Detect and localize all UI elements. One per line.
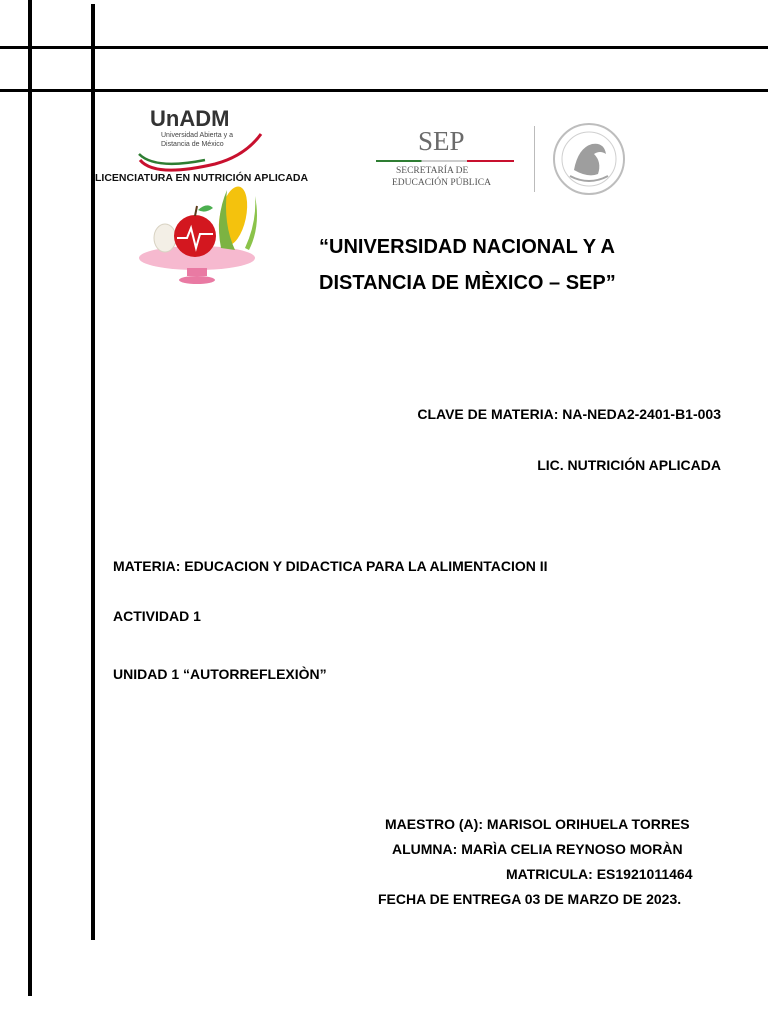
clave-materia: CLAVE DE MATERIA: NA-NEDA2-2401-B1-003: [417, 406, 721, 422]
horizontal-rule-top: [0, 46, 768, 49]
fecha-entrega: FECHA DE ENTREGA 03 DE MARZO DE 2023.: [378, 891, 682, 907]
unadm-subtitle-line2: Distancia de México: [161, 141, 224, 148]
sep-divider: [534, 126, 535, 192]
title-line2: DISTANCIA DE MÈXICO – SEP”: [319, 272, 616, 294]
horizontal-rule-second: [0, 89, 768, 92]
unadm-wordmark: UnADM: [150, 106, 230, 131]
unadm-program-label: LICENCIATURA EN NUTRICIÓN APLICADA: [95, 172, 309, 184]
sep-line1: SECRETARÍA DE: [396, 166, 469, 176]
sep-logo: [358, 120, 648, 200]
sep-wordmark: SEP: [418, 126, 465, 156]
alumna: ALUMNA: MARÌA CELIA REYNOSO MORÀN: [392, 841, 683, 857]
licenciatura: LIC. NUTRICIÓN APLICADA: [537, 457, 721, 473]
actividad: ACTIVIDAD 1: [113, 608, 201, 624]
title-line1: “UNIVERSIDAD NACIONAL Y A: [319, 236, 615, 258]
unidad: UNIDAD 1 “AUTORREFLEXIÒN”: [113, 666, 327, 682]
sep-tricolor-bar: [376, 160, 514, 162]
national-seal-icon: [548, 120, 630, 198]
materia: MATERIA: EDUCACION Y DIDACTICA PARA LA ALIMENTACION II: [113, 558, 548, 574]
unadm-subtitle-line1: Universidad Abierta y a: [161, 132, 233, 139]
vertical-rule-outer: [28, 0, 32, 996]
unadm-logo: [95, 98, 310, 290]
sep-line2: EDUCACIÓN PÚBLICA: [392, 178, 491, 188]
maestro: MAESTRO (A): MARISOL ORIHUELA TORRES: [385, 816, 690, 832]
matricula: MATRICULA: ES1921011464: [506, 866, 693, 882]
